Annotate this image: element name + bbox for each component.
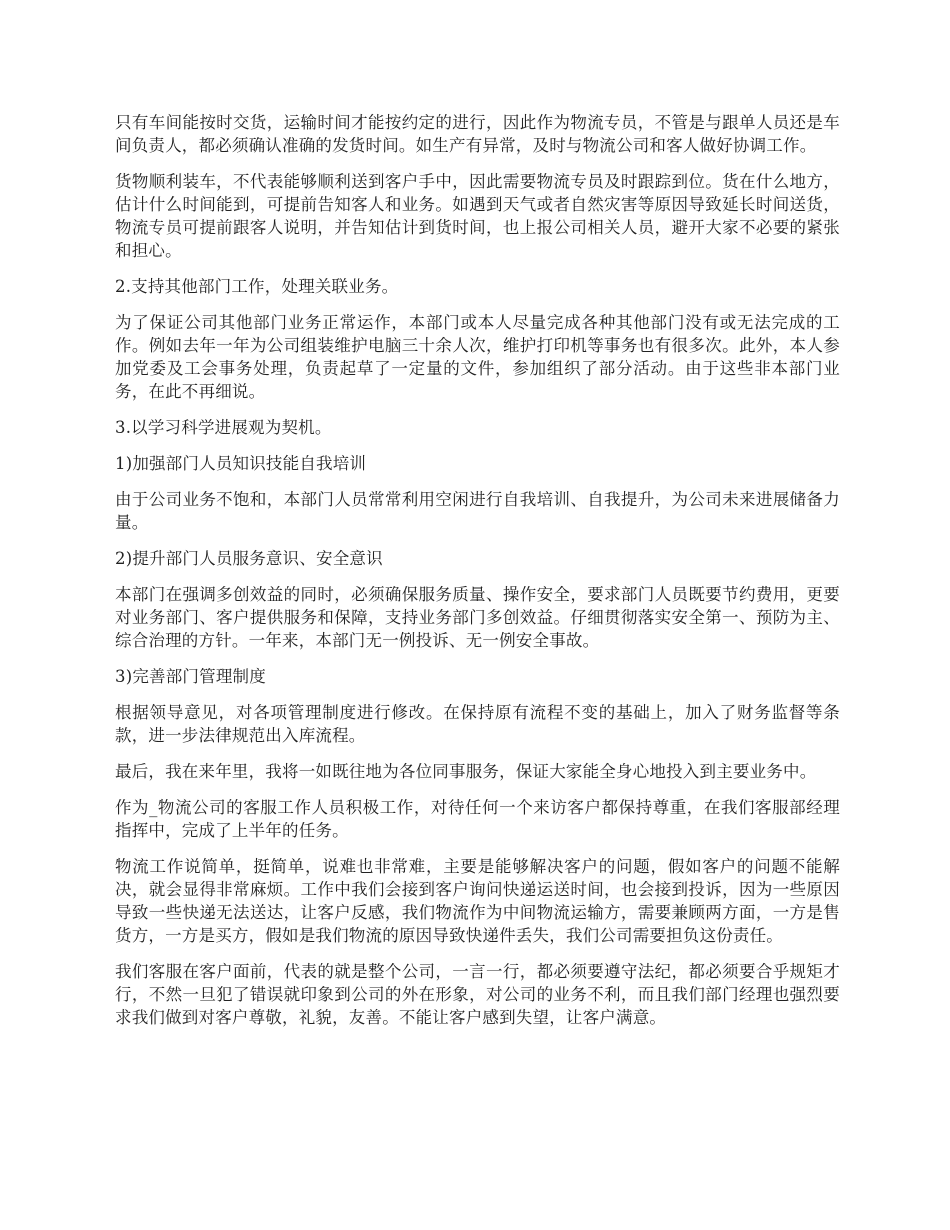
subsection-heading: 1)加强部门人员知识技能自我培训 bbox=[115, 454, 367, 473]
paragraph: 货物顺利装车，不代表能够顺利送到客户手中，因此需要物流专员及时跟踪到位。货在什么地方，估计什么时间能到，可提前告知客人和业务。如遇到天气或者自然灾害等原因导致延长时间送货，物流专员可提前跟客人说明，并告知估计到货时间，也上报公司相关人员，避开大家不必要的紧张和担心。 bbox=[115, 172, 840, 260]
section-heading: 2.支持其他部门工作，处理关联业务。 bbox=[115, 277, 399, 296]
paragraph: 为了保证公司其他部门业务正常运作，本部门或本人尽量完成各种其他部门没有或无法完成的工作。例如去年一年为公司组装维护电脑三十余人次，维护打印机等事务也有很多次。此外，本人参加党委及工会事务处理，负责起草了一定量的文件，参加组织了部分活动。由于这些非本部门业务，在此不再细说。 bbox=[115, 313, 840, 401]
paragraph: 我们客服在客户面前，代表的就是整个公司，一言一行，都必须要遵守法纪，都必须要合乎规矩才行，不然一旦犯了错误就印象到公司的外在形象，对公司的业务不利，而且我们部门经理也强烈要求我们做到对客户尊敬，礼貌，友善。不能让客户感到失望，让客户满意。 bbox=[115, 962, 840, 1027]
paragraph: 本部门在强调多创效益的同时，必须确保服务质量、操作安全，要求部门人员既要节约费用，更要对业务部门、客户提供服务和保障，支持业务部门多创效益。仔细贯彻落实安全第一、预防为主、综合治理的方针。一年来，本部门无一例投诉、无一例安全事故。 bbox=[115, 585, 840, 650]
subsection-heading: 3)完善部门管理制度 bbox=[115, 667, 266, 686]
paragraph: 物流工作说简单，挺简单，说难也非常难，主要是能够解决客户的问题，假如客户的问题不能解决，就会显得非常麻烦。工作中我们会接到客户询问快递运送时间，也会接到投诉，因为一些原因导致一些快递无法送达，让客户反感，我们物流作为中间物流运输方，需要兼顾两方面，一方是售货方，一方是买方，假如是我们物流的原因导致快递件丢失，我们公司需要担负这份责任。 bbox=[115, 857, 840, 945]
paragraph: 只有车间能按时交货，运输时间才能按约定的进行，因此作为物流专员，不管是与跟单人员还是车间负责人，都必须确认准确的发货时间。如生产有异常，及时与物流公司和客人做好协调工作。 bbox=[115, 113, 840, 155]
paragraph: 根据领导意见，对各项管理制度进行修改。在保持原有流程不变的基础上，加入了财务监督等条款，进一步法律规范出入库流程。 bbox=[115, 703, 840, 745]
section-heading: 3.以学习科学进展观为契机。 bbox=[115, 418, 332, 437]
subsection-heading: 2)提升部门人员服务意识、安全意识 bbox=[115, 549, 383, 568]
document-body bbox=[115, 111, 840, 1042]
paragraph: 作为_物流公司的客服工作人员积极工作，对待任何一个来访客户都保持尊重，在我们客服部经理指挥中，完成了上半年的任务。 bbox=[115, 798, 840, 840]
paragraph: 由于公司业务不饱和，本部门人员常常利用空闲进行自我培训、自我提升，为公司未来进展储备力量。 bbox=[115, 490, 840, 532]
paragraph: 最后，我在来年里，我将一如既往地为各位同事服务，保证大家能全身心地投入到主要业务中。 bbox=[115, 762, 817, 781]
